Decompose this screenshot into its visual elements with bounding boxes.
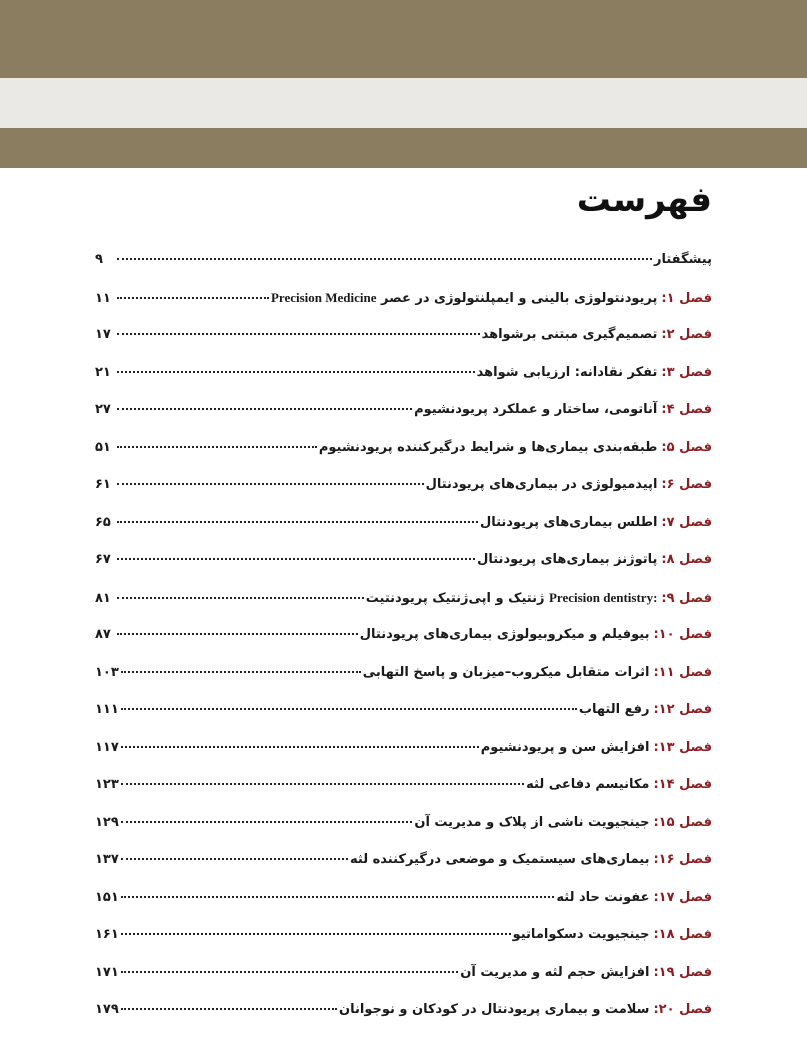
entry-title [477,365,658,380]
page-number: ۶۵ [95,514,111,530]
page-number: ۱۲۹ [95,814,119,830]
entry-title [480,515,657,530]
entry-title [579,702,650,717]
entry-title [426,477,658,492]
dot-leader [117,371,475,373]
entry-title-latin: Precision Medicine [270,289,377,305]
toc-entry[interactable] [95,1002,712,1040]
entry-title [477,552,657,567]
page-number: ۱۷۱ [95,964,119,980]
entry-title [556,890,649,905]
page-title: فهرست [576,180,712,220]
dot-leader [117,597,364,599]
toc-entry[interactable] [95,327,712,365]
table-of-contents [95,252,712,1040]
dot-leader [117,333,480,335]
chapter-number: فصل ۱۲: [653,702,712,717]
toc-entry[interactable] [95,852,712,890]
entry-title [363,665,650,680]
entry-title [481,740,650,755]
entry-title-text: مکانیسم دفاعی لثه [526,777,650,792]
dot-leader [121,708,577,710]
page-number: ۲۷ [95,402,111,417]
entry-title-text: رفع التهاب [578,702,650,717]
entry-title [654,252,712,267]
chapter-number: فصل ۲: [661,327,712,342]
chapter-number: فصل ۱۷: [653,889,712,905]
dot-leader [121,971,458,973]
chapter-number: فصل ۱۶: [653,852,712,867]
page-number: ۲۱ [95,364,111,380]
entry-title-text: جینجیویت ناشی از پلاک و مدیریت آن [414,814,650,830]
dot-leader [121,896,555,898]
entry-title-text: عفونت حاد لثه [556,889,650,905]
entry-title [350,852,649,867]
dot-leader [121,671,361,673]
toc-entry[interactable] [95,965,712,1003]
entry-title-text: افزایش سن و پریودنشیوم [480,739,650,755]
page-number: ۱۱۷ [95,739,119,755]
page-number: ۱۱۱ [95,702,119,717]
chapter-number: فصل ۹: [661,590,712,606]
entry-title [526,777,649,792]
toc-entry[interactable] [95,402,712,440]
chapter-number: فصل ۱۳: [653,739,712,755]
chapter-number: فصل ۱۰: [653,627,712,642]
entry-title-text: اپیدمیولوژی در بیماری‌های پریودنتال [425,477,658,492]
chapter-number: فصل ۱: [661,290,712,306]
toc-entry[interactable] [95,552,712,590]
entry-title-latin: Precision dentistry: [548,589,658,605]
entry-title [271,290,657,306]
page-number: ۹ [95,252,103,267]
page-number: ۶۷ [95,552,111,567]
chapter-number: فصل ۴: [661,402,712,417]
dot-leader [121,1008,337,1010]
page-number: ۱۵۱ [95,889,119,905]
page-number: ۶۱ [95,477,111,492]
entry-title [319,440,658,455]
page-number: ۸۷ [95,627,111,642]
entry-title [460,965,649,980]
toc-entry[interactable] [95,665,712,703]
chapter-number: فصل ۱۵: [653,814,712,830]
chapter-number: فصل ۲۰: [653,1002,712,1017]
dot-leader [117,446,317,448]
entry-title-text: پریودنتولوژی بالینی و ایمپلنتولوژی در عصر [381,290,658,306]
page-number: ۸۱ [95,590,111,606]
chapter-number: فصل ۷: [661,514,712,530]
dot-leader [121,783,524,785]
toc-entry[interactable] [95,927,712,965]
chapter-number: فصل ۳: [661,364,712,380]
dot-leader [121,746,479,748]
chapter-number: فصل ۱۸: [653,927,712,942]
entry-title-text: بیماری‌های سیستمیک و موضعی درگیرکننده لثه [350,852,650,867]
toc-entry[interactable] [95,365,712,403]
dot-leader [121,933,511,935]
page-number: ۱۰۳ [95,664,119,680]
toc-entry[interactable] [95,440,712,478]
header-band-bottom [0,128,807,168]
chapter-number: فصل ۱۴: [653,777,712,792]
entry-title-text: افزایش حجم لثه و مدیریت آن [460,964,650,980]
entry-title-text: سلامت و بیماری پریودنتال در کودکان و نوجوانان [339,1002,650,1017]
entry-title-text: اثرات متقابل میکروب–میزبان و پاسخ التهابی [362,664,650,680]
entry-title [482,327,658,342]
toc-entry[interactable] [95,627,712,665]
toc-entry[interactable] [95,777,712,815]
entry-title-text: جینجیویت دسکواماتیو [512,927,650,942]
page-number: ۱۶۱ [95,927,119,942]
entry-title [414,402,657,417]
dot-leader [117,521,478,523]
entry-title-text: اطلس بیماری‌های پریودنتال [479,514,658,530]
entry-title-text: ژنتیک و اپی‌ژنتیک پریودنتیت [365,590,545,606]
entry-title [339,1002,649,1017]
dot-leader [121,821,413,823]
entry-title [513,927,650,942]
toc-entry[interactable] [95,890,712,928]
toc-entry[interactable] [95,252,712,290]
entry-title [360,627,650,642]
toc-entry[interactable] [95,815,712,853]
page-number: ۱۷ [95,327,111,342]
dot-leader [117,258,652,260]
entry-title-text: تصمیم‌گیری مبتنی برشواهد [481,327,658,342]
page-number: ۵۱ [95,439,111,455]
chapter-number: فصل ۱۱: [653,664,712,680]
toc-entry[interactable] [95,290,712,328]
entry-title-text: پاتوژنز بیماری‌های پریودنتال [477,552,658,567]
chapter-number: فصل ۵: [661,439,712,455]
entry-title [414,815,649,830]
toc-entry[interactable] [95,477,712,515]
toc-entry[interactable] [95,590,712,628]
chapter-number: فصل ۶: [661,477,712,492]
toc-entry[interactable] [95,702,712,740]
toc-entry[interactable] [95,740,712,778]
page-number: ۱۲۳ [95,777,119,792]
dot-leader [117,408,412,410]
page-number: ۱۷۹ [95,1002,119,1017]
entry-title-text: تفکر نقادانه: ارزیابی شواهد [476,364,658,380]
chapter-number: فصل ۸: [661,552,712,567]
chapter-number: فصل ۱۹: [653,964,712,980]
header-band-middle [0,78,807,128]
dot-leader [117,558,475,560]
dot-leader [121,858,348,860]
entry-title-text: آناتومی، ساختار و عملکرد پریودنشیوم [414,402,658,417]
header-band-top [0,0,807,78]
toc-entry[interactable] [95,515,712,553]
page-number: ۱۳۷ [95,852,119,867]
dot-leader [117,633,358,635]
page-number: ۱۱ [95,290,111,306]
entry-title-text: پیشگفتار [653,252,712,267]
entry-title-text: طبقه‌بندی بیماری‌ها و شرایط درگیرکننده پریودنشیوم [318,439,658,455]
dot-leader [117,483,424,485]
dot-leader [117,297,269,299]
entry-title-text: بیوفیلم و میکروبیولوژی بیماری‌های پریودنتال [359,627,650,642]
entry-title [366,590,658,606]
